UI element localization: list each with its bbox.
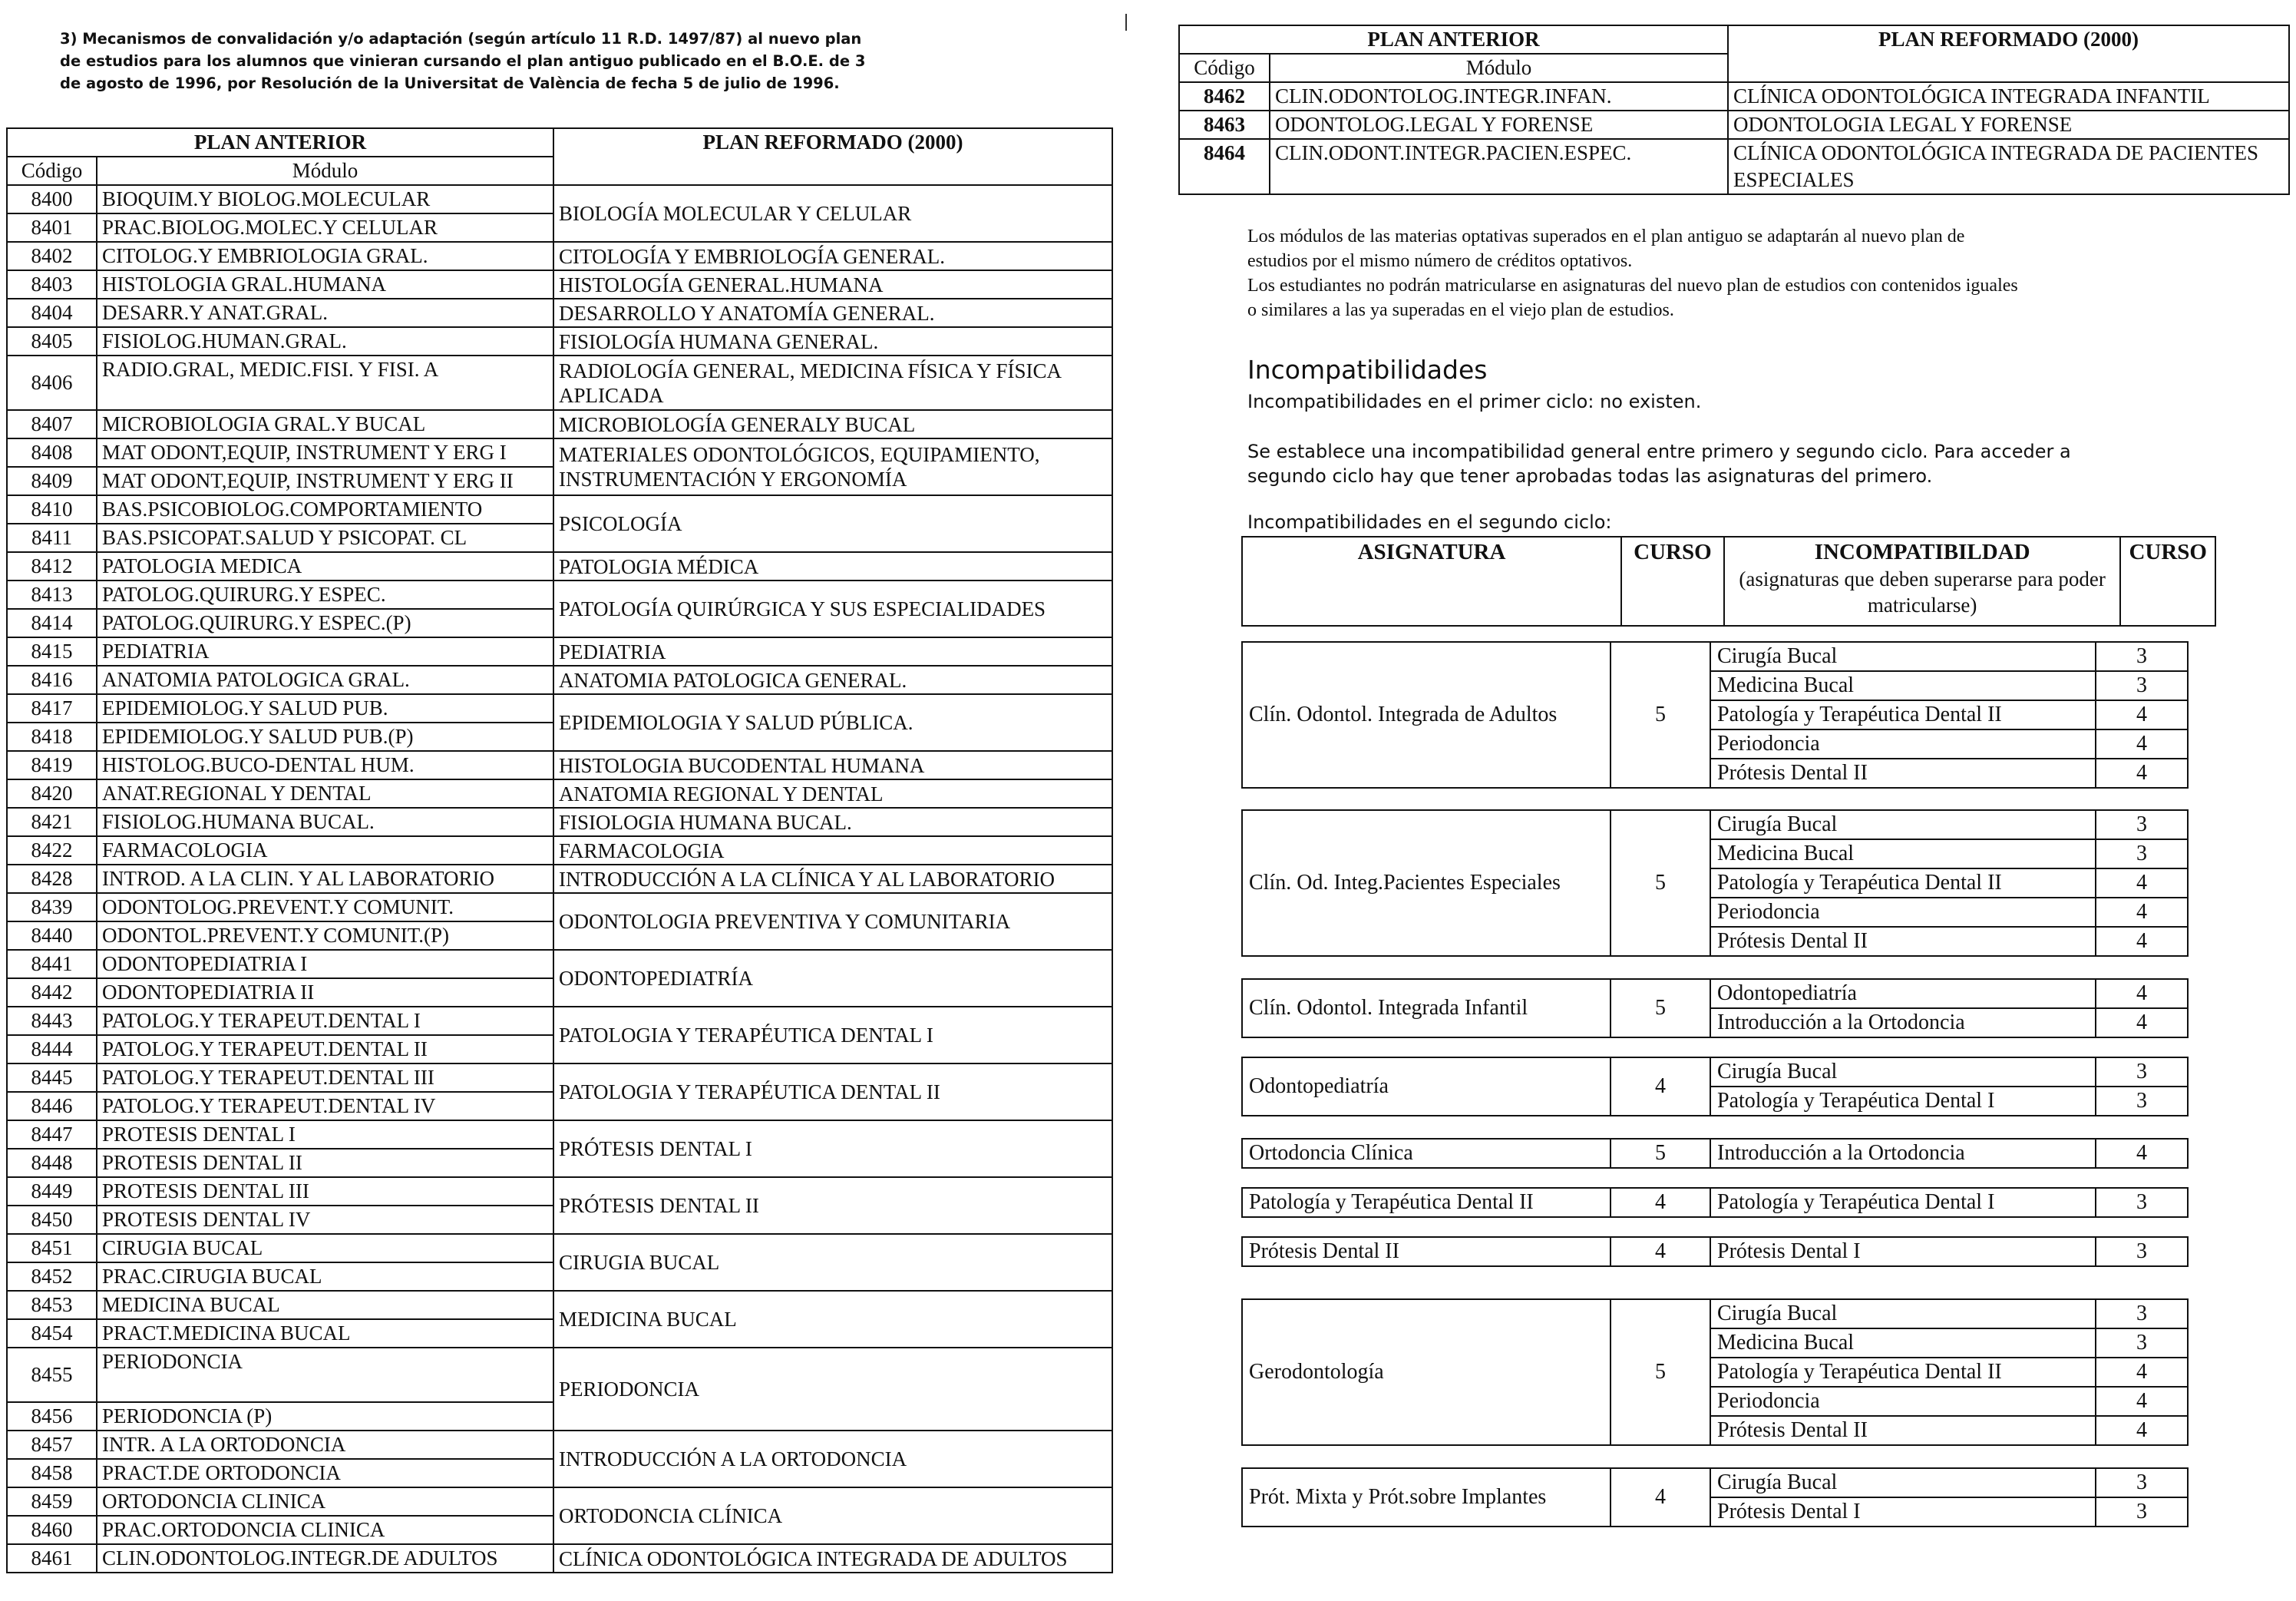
table-row <box>7 495 1112 524</box>
codigo-cell: 8457 <box>7 1431 97 1459</box>
codigo-cell: 8449 <box>7 1177 97 1206</box>
modulo-cell: DESARR.Y ANAT.GRAL. <box>97 299 553 327</box>
incompat-row <box>1242 1057 2188 1087</box>
incompatibilidad-cell: Patología y Terapéutica Dental II <box>1710 1358 2096 1387</box>
table-row <box>7 893 1112 921</box>
plan-reformado-cell: CLÍNICA ODONTOLÓGICA INTEGRADA DE ADULTOS <box>553 1544 1112 1573</box>
plan-reformado-cell: MEDICINA BUCAL <box>553 1291 1112 1348</box>
modulo-cell: ORTODONCIA CLINICA <box>97 1487 553 1516</box>
modulo-header: Módulo <box>97 157 553 185</box>
codigo-cell: 8458 <box>7 1459 97 1487</box>
modulo-cell: PATOLOG.Y TERAPEUT.DENTAL III <box>97 1063 553 1092</box>
codigo-cell: 8417 <box>7 694 97 723</box>
codigo-cell: 8404 <box>7 299 97 327</box>
asignatura-cell: Patología y Terapéutica Dental II <box>1242 1188 1611 1217</box>
plan-reformado-cell: ORTODONCIA CLÍNICA <box>553 1487 1112 1544</box>
curso-requerido-cell: 3 <box>2096 1237 2188 1266</box>
modulo-cell: PRAC.BIOLOG.MOLEC.Y CELULAR <box>97 213 553 242</box>
codigo-cell: 8410 <box>7 495 97 524</box>
plan-reformado-cell: PATOLOGIA Y TERAPÉUTICA DENTAL I <box>553 1007 1112 1063</box>
plan-reformado-header: PLAN REFORMADO (2000) <box>1728 25 2289 82</box>
table-row <box>7 327 1112 356</box>
curso-cell: 5 <box>1611 979 1710 1037</box>
incompat-group <box>1241 978 2189 1038</box>
incompat-header-row <box>1242 537 2215 626</box>
curso-requerido-cell: 4 <box>2096 1008 2188 1037</box>
optativas-paragraph <box>1247 224 2222 323</box>
incompat-group <box>1241 1187 2189 1218</box>
incompat-group <box>1241 1298 2189 1446</box>
codigo-cell: 8444 <box>7 1035 97 1063</box>
convalidation-table <box>6 127 1113 1573</box>
general-incompat-line: Se establece una incompatibilidad general entre primero y segundo ciclo. Para acceder a <box>1247 441 2071 462</box>
table-row <box>7 552 1112 581</box>
plan-reformado-cell: CIRUGIA BUCAL <box>553 1234 1112 1291</box>
incompatibilidad-cell: Patología y Terapéutica Dental I <box>1710 1188 2096 1217</box>
plan-reformado-cell: HISTOLOGIA BUCODENTAL HUMANA <box>553 751 1112 779</box>
incompat-row <box>1242 1237 2188 1266</box>
modulo-cell: PRAC.ORTODONCIA CLINICA <box>97 1516 553 1544</box>
plan-reformado-cell: RADIOLOGÍA GENERAL, MEDICINA FÍSICA Y FÍSICA APLICADA <box>553 356 1112 410</box>
codigo-cell: 8411 <box>7 524 97 552</box>
plan-reformado-cell: ODONTOLOGIA LEGAL Y FORENSE <box>1728 111 2289 139</box>
table-row <box>7 1063 1112 1092</box>
table-row <box>7 666 1112 694</box>
general-incompat-line: segundo ciclo hay que tener aprobadas todas las asignaturas del primero. <box>1247 465 1933 487</box>
modulo-cell: FISIOLOG.HUMANA BUCAL. <box>97 808 553 836</box>
codigo-cell: 8450 <box>7 1206 97 1234</box>
curso-requerido-cell: 4 <box>2096 898 2188 927</box>
modulo-header: Módulo <box>1270 54 1728 82</box>
intro-line: 3) Mecanismos de convalidación y/o adaptación (según artículo 11 R.D. 1497/87) al nuevo plan <box>60 30 862 48</box>
incompatibilidad-cell: Cirugía Bucal <box>1710 1299 2096 1328</box>
table-row <box>7 808 1112 836</box>
general-incompat-text <box>1247 439 2245 488</box>
modulo-cell: HISTOLOGIA GRAL.HUMANA <box>97 270 553 299</box>
modulo-cell: MAT ODONT,EQUIP, INSTRUMENT Y ERG I <box>97 438 553 467</box>
codigo-cell: 8451 <box>7 1234 97 1262</box>
modulo-cell: PROTESIS DENTAL I <box>97 1120 553 1149</box>
plan-reformado-cell: PATOLOGÍA QUIRÚRGICA Y SUS ESPECIALIDADES <box>553 581 1112 637</box>
table-row <box>7 1177 1112 1206</box>
codigo-cell: 8413 <box>7 581 97 609</box>
asignatura-cell: Gerodontología <box>1242 1299 1611 1445</box>
curso-requerido-cell: 3 <box>2096 1057 2188 1087</box>
curso-requerido-cell: 4 <box>2096 868 2188 898</box>
table-row <box>7 950 1112 978</box>
modulo-cell: INTR. A LA ORTODONCIA <box>97 1431 553 1459</box>
table-row <box>7 694 1112 723</box>
codigo-cell: 8405 <box>7 327 97 356</box>
modulo-cell: CLIN.ODONTOLOG.INTEGR.DE ADULTOS <box>97 1544 553 1573</box>
modulo-cell: EPIDEMIOLOG.Y SALUD PUB. <box>97 694 553 723</box>
modulo-cell: PATOLOG.QUIRURG.Y ESPEC.(P) <box>97 609 553 637</box>
incompat-row <box>1242 979 2188 1008</box>
codigo-cell: 8456 <box>7 1402 97 1431</box>
modulo-cell: ODONTOL.PREVENT.Y COMUNIT.(P) <box>97 921 553 950</box>
modulo-cell: ODONTOPEDIATRIA II <box>97 978 553 1007</box>
incompatibilidad-cell: Cirugía Bucal <box>1710 1468 2096 1497</box>
incompatibilidad-cell: Prótesis Dental II <box>1710 1416 2096 1445</box>
modulo-cell: MICROBIOLOGIA GRAL.Y BUCAL <box>97 410 553 438</box>
modulo-cell: BAS.PSICOBIOLOG.COMPORTAMIENTO <box>97 495 553 524</box>
codigo-header: Código <box>7 157 97 185</box>
modulo-cell: PRACT.DE ORTODONCIA <box>97 1459 553 1487</box>
modulo-cell: ODONTOPEDIATRIA I <box>97 950 553 978</box>
curso-requerido-cell: 3 <box>2096 1497 2188 1527</box>
table-header-row <box>7 128 1112 157</box>
plan-reformado-cell: PRÓTESIS DENTAL I <box>553 1120 1112 1177</box>
asignatura-cell: Clín. Odontol. Integrada Infantil <box>1242 979 1611 1037</box>
codigo-cell: 8403 <box>7 270 97 299</box>
table-row <box>7 1007 1112 1035</box>
table-row <box>7 836 1112 865</box>
modulo-cell: CITOLOG.Y EMBRIOLOGIA GRAL. <box>97 242 553 270</box>
curso-requerido-cell: 3 <box>2096 1299 2188 1328</box>
codigo-cell: 8401 <box>7 213 97 242</box>
codigo-cell: 8414 <box>7 609 97 637</box>
codigo-cell: 8463 <box>1179 111 1270 139</box>
incompatibilidad-cell: Cirugía Bucal <box>1710 1057 2096 1087</box>
curso-requerido-cell: 4 <box>2096 759 2188 788</box>
plan-reformado-cell: MATERIALES ODONTOLÓGICOS, EQUIPAMIENTO, INSTRUMENTACIÓN Y ERGONOMÍA <box>553 438 1112 495</box>
modulo-cell: MAT ODONT,EQUIP, INSTRUMENT Y ERG II <box>97 467 553 495</box>
codigo-cell: 8462 <box>1179 82 1270 111</box>
plan-reformado-cell: ODONTOLOGIA PREVENTIVA Y COMUNITARIA <box>553 893 1112 950</box>
plan-reformado-cell: PATOLOGIA MÉDICA <box>553 552 1112 581</box>
incompatibilidad-cell: Prótesis Dental I <box>1710 1237 2096 1266</box>
codigo-cell: 8445 <box>7 1063 97 1092</box>
incompat-row <box>1242 642 2188 671</box>
plan-anterior-header: PLAN ANTERIOR <box>1179 25 1728 54</box>
modulo-cell: FISIOLOG.HUMAN.GRAL. <box>97 327 553 356</box>
table-header-row <box>1179 25 2289 54</box>
page-divider-mark <box>1125 14 1127 31</box>
modulo-cell: CIRUGIA BUCAL <box>97 1234 553 1262</box>
plan-reformado-cell: BIOLOGÍA MOLECULAR Y CELULAR <box>553 185 1112 242</box>
modulo-cell: INTROD. A LA CLIN. Y AL LABORATORIO <box>97 865 553 893</box>
plan-reformado-cell: PSICOLOGÍA <box>553 495 1112 552</box>
codigo-cell: 8460 <box>7 1516 97 1544</box>
plan-reformado-cell: PRÓTESIS DENTAL II <box>553 1177 1112 1234</box>
codigo-cell: 8441 <box>7 950 97 978</box>
table-row <box>7 410 1112 438</box>
asignatura-cell: Odontopediatría <box>1242 1057 1611 1116</box>
curso-requerido-cell: 3 <box>2096 671 2188 700</box>
modulo-cell: BIOQUIM.Y BIOLOG.MOLECULAR <box>97 185 553 213</box>
codigo-cell: 8446 <box>7 1092 97 1120</box>
curso-cell: 5 <box>1611 810 1710 956</box>
curso-requerido-cell: 4 <box>2096 1387 2188 1416</box>
modulo-cell: PROTESIS DENTAL III <box>97 1177 553 1206</box>
table-row <box>1179 111 2289 139</box>
curso-requerido-cell: 3 <box>2096 1468 2188 1497</box>
plan-reformado-cell: PERIODONCIA <box>553 1348 1112 1431</box>
plan-reformado-cell: PATOLOGIA Y TERAPÉUTICA DENTAL II <box>553 1063 1112 1120</box>
codigo-cell: 8416 <box>7 666 97 694</box>
incompat-group <box>1241 1138 2189 1169</box>
modulo-cell: CLIN.ODONT.INTEGR.PACIEN.ESPEC. <box>1270 139 1728 194</box>
curso-requerido-cell: 3 <box>2096 1328 2188 1358</box>
incompatibilidad-cell: Medicina Bucal <box>1710 671 2096 700</box>
table-row <box>7 1431 1112 1459</box>
codigo-cell: 8440 <box>7 921 97 950</box>
plan-reformado-cell: INTRODUCCIÓN A LA CLÍNICA Y AL LABORATORIO <box>553 865 1112 893</box>
codigo-cell: 8459 <box>7 1487 97 1516</box>
table-row <box>7 1544 1112 1573</box>
plan-reformado-cell: CLÍNICA ODONTOLÓGICA INTEGRADA DE PACIENTES ESPECIALES <box>1728 139 2289 194</box>
asignatura-cell: Prót. Mixta y Prót.sobre Implantes <box>1242 1468 1611 1527</box>
asignatura-cell: Clín. Odontol. Integrada de Adultos <box>1242 642 1611 788</box>
modulo-cell: PATOLOG.QUIRURG.Y ESPEC. <box>97 581 553 609</box>
incompatibilidad-cell: Cirugía Bucal <box>1710 810 2096 839</box>
modulo-cell: ANAT.REGIONAL Y DENTAL <box>97 779 553 808</box>
incompatibilidad-cell: Medicina Bucal <box>1710 1328 2096 1358</box>
asignatura-cell: Clín. Od. Integ.Pacientes Especiales <box>1242 810 1611 956</box>
codigo-cell: 8422 <box>7 836 97 865</box>
modulo-cell: PATOLOG.Y TERAPEUT.DENTAL IV <box>97 1092 553 1120</box>
table-row <box>7 185 1112 213</box>
codigo-cell: 8439 <box>7 893 97 921</box>
plan-reformado-cell: PEDIATRIA <box>553 637 1112 666</box>
codigo-cell: 8443 <box>7 1007 97 1035</box>
incompatibilidad-header <box>1724 537 2121 626</box>
codigo-cell: 8415 <box>7 637 97 666</box>
table-row <box>7 242 1112 270</box>
incompatibilidad-cell: Cirugía Bucal <box>1710 642 2096 671</box>
modulo-cell: PRAC.CIRUGIA BUCAL <box>97 1262 553 1291</box>
plan-reformado-header: PLAN REFORMADO (2000) <box>553 128 1112 185</box>
curso-requerido-cell: 4 <box>2096 979 2188 1008</box>
paragraph-line: Los módulos de las materias optativas superados en el plan antiguo se adaptarán al nuevo plan de <box>1247 227 1965 246</box>
curso-requerido-cell: 3 <box>2096 1087 2188 1116</box>
curso-cell: 4 <box>1611 1188 1710 1217</box>
modulo-cell: FARMACOLOGIA <box>97 836 553 865</box>
curso-cell: 5 <box>1611 642 1710 788</box>
modulo-cell: PROTESIS DENTAL II <box>97 1149 553 1177</box>
incompat-group <box>1241 641 2189 789</box>
codigo-cell: 8452 <box>7 1262 97 1291</box>
modulo-cell: PEDIATRIA <box>97 637 553 666</box>
modulo-cell: PRACT.MEDICINA BUCAL <box>97 1319 553 1348</box>
plan-reformado-cell: MICROBIOLOGÍA GENERALY BUCAL <box>553 410 1112 438</box>
primer-ciclo-text: Incompatibilidades en el primer ciclo: no existen. <box>1247 391 1702 412</box>
incompatibilidad-cell: Patología y Terapéutica Dental II <box>1710 700 2096 729</box>
incompatibilidad-cell: Prótesis Dental I <box>1710 1497 2096 1527</box>
table-row <box>7 581 1112 609</box>
table-row <box>7 779 1112 808</box>
plan-anterior-header: PLAN ANTERIOR <box>7 128 553 157</box>
incompatibilidad-cell: Patología y Terapéutica Dental I <box>1710 1087 2096 1116</box>
incompatibilidad-cell: Prótesis Dental II <box>1710 759 2096 788</box>
convalidation-table-continued <box>1178 25 2290 195</box>
table-row <box>1179 82 2289 111</box>
paragraph-line: estudios por el mismo número de créditos optativos. <box>1247 251 1633 271</box>
codigo-cell: 8419 <box>7 751 97 779</box>
incompatibilidad-title: INCOMPATIBILDAD <box>1814 540 2030 564</box>
incompatibilidad-cell: Periodoncia <box>1710 898 2096 927</box>
codigo-cell: 8464 <box>1179 139 1270 194</box>
incompatibilidades-heading: Incompatibilidades <box>1247 355 1488 385</box>
codigo-cell: 8442 <box>7 978 97 1007</box>
codigo-cell: 8408 <box>7 438 97 467</box>
curso-header: CURSO <box>1621 537 1724 626</box>
codigo-cell: 8412 <box>7 552 97 581</box>
table-row <box>7 270 1112 299</box>
intro-paragraph <box>60 28 1004 94</box>
incompatibilidad-cell: Medicina Bucal <box>1710 839 2096 868</box>
incompat-row <box>1242 1299 2188 1328</box>
codigo-cell: 8448 <box>7 1149 97 1177</box>
codigo-cell: 8409 <box>7 467 97 495</box>
table-row <box>7 865 1112 893</box>
curso-requerido-cell: 3 <box>2096 1188 2188 1217</box>
codigo-cell: 8421 <box>7 808 97 836</box>
curso-cell: 4 <box>1611 1237 1710 1266</box>
codigo-cell: 8454 <box>7 1319 97 1348</box>
intro-line: de agosto de 1996, por Resolución de la Universitat de València de fecha 5 de julio de 1996. <box>60 74 840 92</box>
curso-requerido-cell: 3 <box>2096 810 2188 839</box>
curso-cell: 5 <box>1611 1299 1710 1445</box>
codigo-cell: 8455 <box>7 1348 97 1402</box>
modulo-cell: PERIODONCIA (P) <box>97 1402 553 1431</box>
modulo-cell: MEDICINA BUCAL <box>97 1291 553 1319</box>
modulo-cell: ODONTOLOG.PREVENT.Y COMUNIT. <box>97 893 553 921</box>
plan-reformado-cell: EPIDEMIOLOGIA Y SALUD PÚBLICA. <box>553 694 1112 751</box>
incompatibilidad-cell: Introducción a la Ortodoncia <box>1710 1139 2096 1168</box>
plan-reformado-cell: CITOLOGÍA Y EMBRIOLOGÍA GENERAL. <box>553 242 1112 270</box>
codigo-cell: 8400 <box>7 185 97 213</box>
table-row <box>7 751 1112 779</box>
incompat-group <box>1241 809 2189 957</box>
curso-requerido-cell: 4 <box>2096 927 2188 956</box>
plan-reformado-cell: ANATOMIA REGIONAL Y DENTAL <box>553 779 1112 808</box>
plan-reformado-cell: DESARROLLO Y ANATOMÍA GENERAL. <box>553 299 1112 327</box>
curso-cell: 5 <box>1611 1139 1710 1168</box>
incompatibilidad-subtitle: (asignaturas que deben superarse para poder matricularse) <box>1739 567 2106 617</box>
curso-requerido-cell: 4 <box>2096 729 2188 759</box>
table-row <box>7 1487 1112 1516</box>
plan-reformado-cell: HISTOLOGÍA GENERAL.HUMANA <box>553 270 1112 299</box>
table-row <box>7 1291 1112 1319</box>
codigo-cell: 8428 <box>7 865 97 893</box>
codigo-cell: 8420 <box>7 779 97 808</box>
incompat-table-header <box>1241 536 2216 627</box>
modulo-cell: PATOLOG.Y TERAPEUT.DENTAL I <box>97 1007 553 1035</box>
modulo-cell: ANATOMIA PATOLOGICA GRAL. <box>97 666 553 694</box>
curso-requerido-cell: 3 <box>2096 839 2188 868</box>
curso-requerido-cell: 4 <box>2096 1416 2188 1445</box>
incompat-group <box>1241 1467 2189 1527</box>
table-row <box>7 438 1112 467</box>
codigo-cell: 8406 <box>7 356 97 410</box>
codigo-cell: 8418 <box>7 723 97 751</box>
curso-requerido-cell: 4 <box>2096 1139 2188 1168</box>
incompatibilidad-cell: Periodoncia <box>1710 1387 2096 1416</box>
modulo-cell: PATOLOG.Y TERAPEUT.DENTAL II <box>97 1035 553 1063</box>
codigo-cell: 8453 <box>7 1291 97 1319</box>
curso-cell: 4 <box>1611 1468 1710 1527</box>
curso-header-2: CURSO <box>2120 537 2215 626</box>
curso-requerido-cell: 4 <box>2096 700 2188 729</box>
paragraph-line: Los estudiantes no podrán matricularse en asignaturas del nuevo plan de estudios con contenidos iguales <box>1247 276 2018 296</box>
table-row <box>7 637 1112 666</box>
asignatura-cell: Ortodoncia Clínica <box>1242 1139 1611 1168</box>
asignatura-cell: Prótesis Dental II <box>1242 1237 1611 1266</box>
incompatibilidad-cell: Odontopediatría <box>1710 979 2096 1008</box>
table-row <box>7 1234 1112 1262</box>
segundo-ciclo-label: Incompatibilidades en el segundo ciclo: <box>1247 511 1612 533</box>
plan-reformado-cell: FARMACOLOGIA <box>553 836 1112 865</box>
curso-requerido-cell: 4 <box>2096 1358 2188 1387</box>
plan-reformado-cell: FISIOLOGÍA HUMANA GENERAL. <box>553 327 1112 356</box>
table-row <box>7 356 1112 410</box>
asignatura-header: ASIGNATURA <box>1242 537 1621 626</box>
incompat-row <box>1242 1468 2188 1497</box>
curso-cell: 4 <box>1611 1057 1710 1116</box>
curso-requerido-cell: 3 <box>2096 642 2188 671</box>
paragraph-line: o similares a las ya superadas en el viejo plan de estudios. <box>1247 300 1674 320</box>
codigo-cell: 8402 <box>7 242 97 270</box>
codigo-header: Código <box>1179 54 1270 82</box>
plan-reformado-cell: ANATOMIA PATOLOGICA GENERAL. <box>553 666 1112 694</box>
plan-reformado-cell: INTRODUCCIÓN A LA ORTODONCIA <box>553 1431 1112 1487</box>
modulo-cell: PATOLOGIA MEDICA <box>97 552 553 581</box>
table-row <box>7 299 1112 327</box>
table-row <box>1179 139 2289 194</box>
codigo-cell: 8461 <box>7 1544 97 1573</box>
modulo-cell: BAS.PSICOPAT.SALUD Y PSICOPAT. CL <box>97 524 553 552</box>
codigo-cell: 8407 <box>7 410 97 438</box>
plan-reformado-cell: CLÍNICA ODONTOLÓGICA INTEGRADA INFANTIL <box>1728 82 2289 111</box>
incompatibilidad-cell: Prótesis Dental II <box>1710 927 2096 956</box>
modulo-cell: PROTESIS DENTAL IV <box>97 1206 553 1234</box>
table-row <box>7 1120 1112 1149</box>
table-row <box>7 1348 1112 1402</box>
plan-reformado-cell: ODONTOPEDIATRÍA <box>553 950 1112 1007</box>
incompat-row <box>1242 810 2188 839</box>
plan-reformado-cell: FISIOLOGIA HUMANA BUCAL. <box>553 808 1112 836</box>
codigo-cell: 8447 <box>7 1120 97 1149</box>
modulo-cell: CLIN.ODONTOLOG.INTEGR.INFAN. <box>1270 82 1728 111</box>
modulo-cell: EPIDEMIOLOG.Y SALUD PUB.(P) <box>97 723 553 751</box>
incompat-group <box>1241 1236 2189 1267</box>
incompatibilidad-cell: Introducción a la Ortodoncia <box>1710 1008 2096 1037</box>
intro-line: de estudios para los alumnos que vinieran cursando el plan antiguo publicado en el B.O.E. de 3 <box>60 52 866 70</box>
incompatibilidad-cell: Periodoncia <box>1710 729 2096 759</box>
incompatibilidad-cell: Patología y Terapéutica Dental II <box>1710 868 2096 898</box>
modulo-cell: HISTOLOG.BUCO-DENTAL HUM. <box>97 751 553 779</box>
modulo-cell: PERIODONCIA <box>97 1348 553 1402</box>
modulo-cell: ODONTOLOG.LEGAL Y FORENSE <box>1270 111 1728 139</box>
modulo-cell: RADIO.GRAL, MEDIC.FISI. Y FISI. A <box>97 356 553 410</box>
incompat-row <box>1242 1188 2188 1217</box>
incompat-group <box>1241 1057 2189 1116</box>
incompat-row <box>1242 1139 2188 1168</box>
